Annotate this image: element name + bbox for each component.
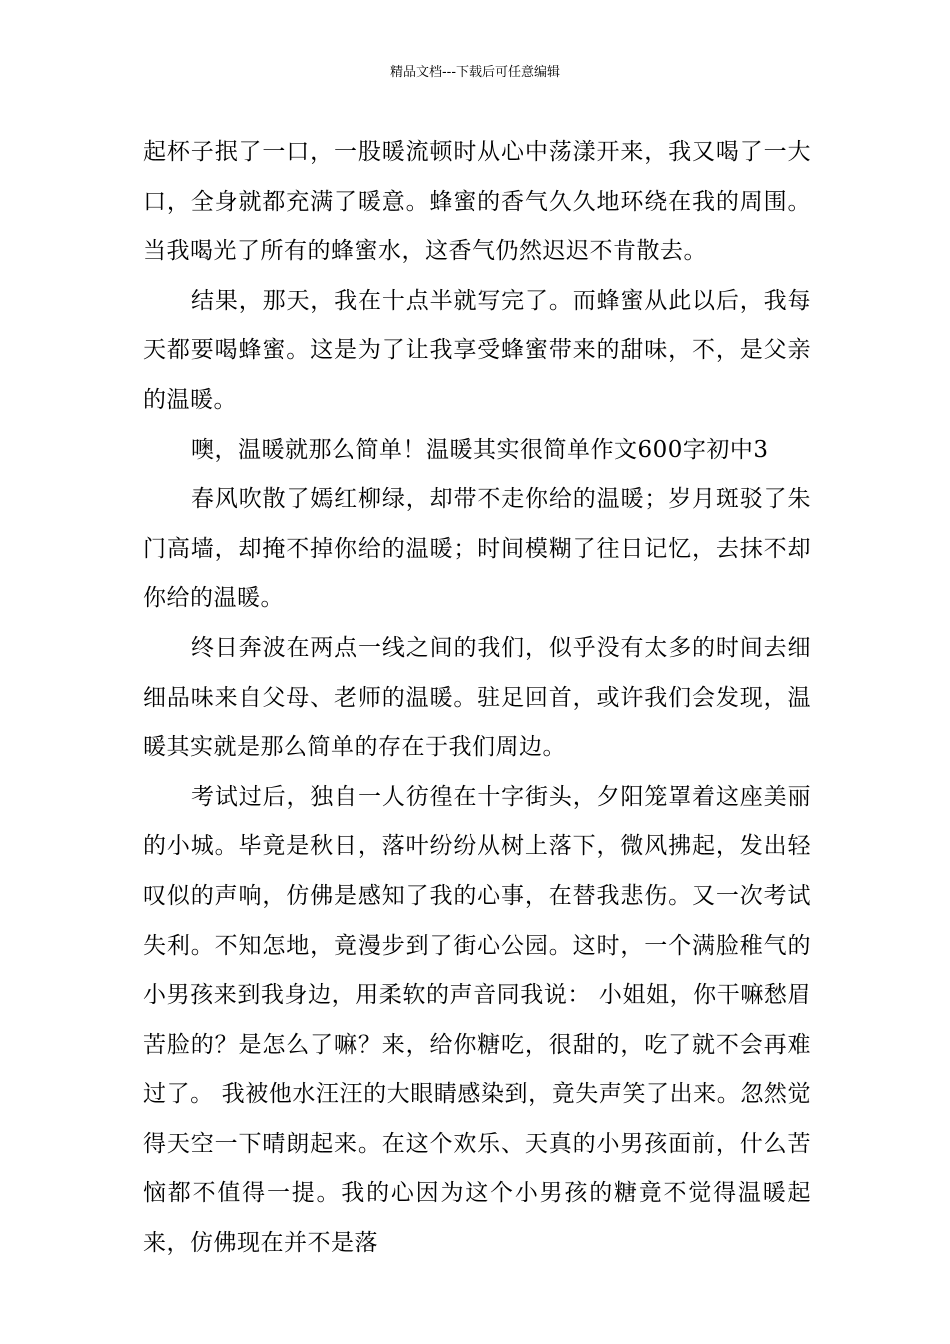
paragraph-4: 春风吹散了嫣红柳绿，却带不走你给的温暖；岁月斑驳了朱门高墙，却掩不掉你给的温暖；时间模糊了往日记忆，去抹不却你给的温暖。 — [143, 486, 811, 612]
page-header: 精品文档---下载后可任意编辑 — [389, 65, 561, 80]
paragraph-1: 起杯子抿了一口，一股暖流顿时从心中荡漾开来，我又喝了一大口，全身就都充满了暖意。蜂蜜的香气久久地环绕在我的周围。当我喝光了所有的蜂蜜水，这香气仍然迟迟不肯散去。 — [143, 139, 811, 265]
document-body — [143, 128, 811, 1269]
paragraph-3: 噢，温暖就那么简单！温暖其实很简单作文600字初中3 — [191, 436, 769, 463]
paragraph-6: 考试过后，独自一人彷徨在十字街头，夕阳笼罩着这座美丽的小城。毕竟是秋日，落叶纷纷从树上落下，微风拂起，发出轻叹似的声响，仿佛是感知了我的心事，在替我悲伤。又一次考试失利。不知怎地，竟漫步到了街心公园。这时，一个满脸稚气的小男孩来到我身边，用柔软的声音同我说： 小姐姐，你干嘛愁眉苦脸的？是怎么了嘛？来，给你糖吃，很甜的，吃了就不会再难过了。 我被他水汪汪的大眼睛感染到，竟失声笑了出来。忽然觉得天空一下晴朗起来。在这个欢乐、天真的小男孩面前，什么苦恼都不值得一提。我的心因为这个小男孩的糖竟不觉得温暖起来，仿佛现在并不是落 — [143, 783, 811, 1257]
paragraph-5: 终日奔波在两点一线之间的我们，似乎没有太多的时间去细细品味来自父母、老师的温暖。驻足回首，或许我们会发现，温暖其实就是那么简单的存在于我们周边。 — [143, 634, 811, 761]
paragraph-2: 结果，那天，我在十点半就写完了。而蜂蜜从此以后，我每天都要喝蜂蜜。这是为了让我享受蜂蜜带来的甜味，不，是父亲的温暖。 — [143, 287, 811, 413]
